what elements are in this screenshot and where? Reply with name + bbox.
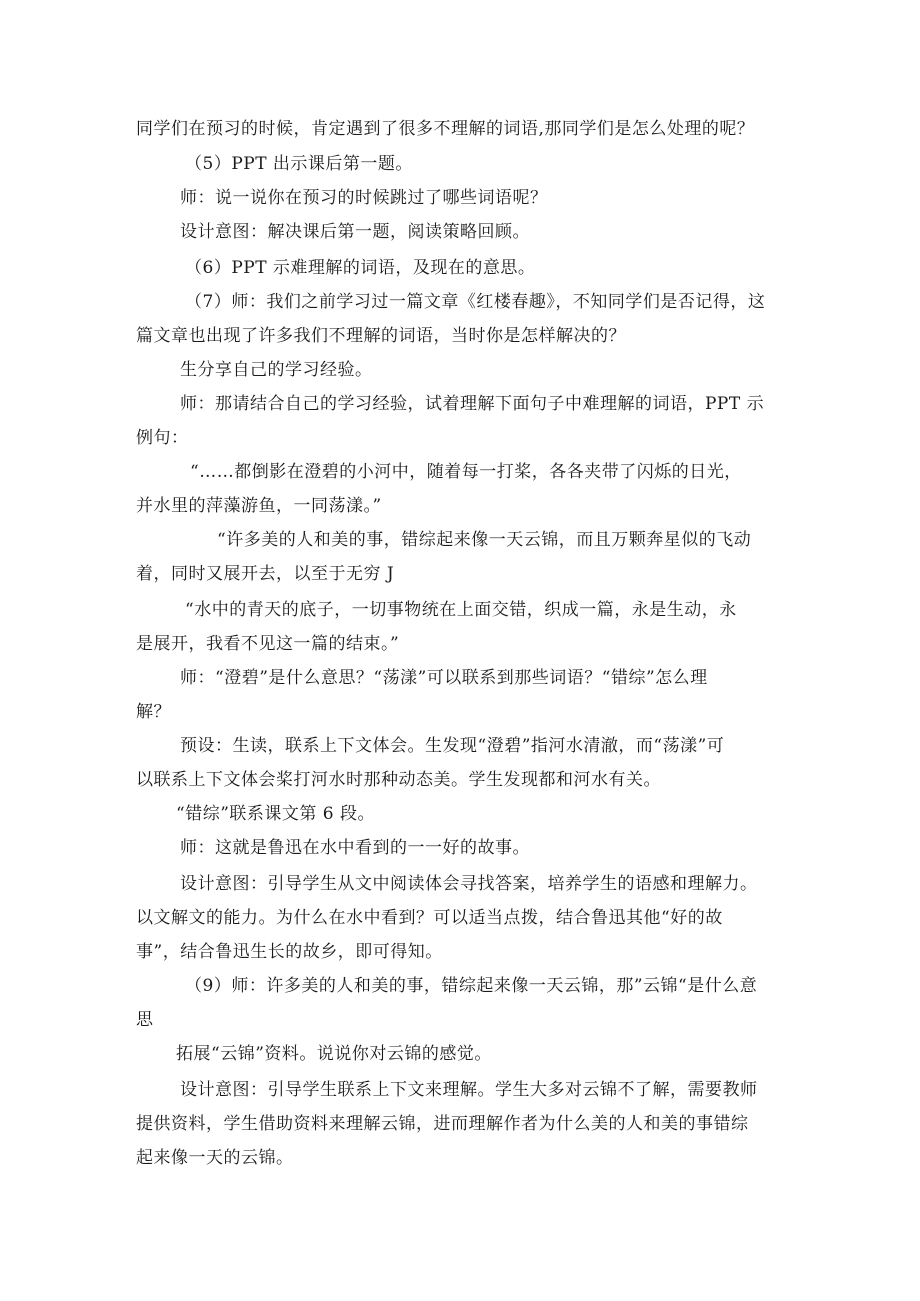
text-line: 预设：生读，联系上下文体会。生发现“澄碧”指河水清澈，而“荡漾”可 xyxy=(180,736,725,756)
text-line: （7）师：我们之前学习过一篇文章《红楼春趣》，不知同学们是否记得，这 xyxy=(185,292,766,312)
text-line: 师：“澄碧”是什么意思？“荡漾”可以联系到那些词语？“错综”怎么理 xyxy=(180,668,708,688)
text-line: 师：这就是鲁迅在水中看到的一一好的故事。 xyxy=(180,838,530,858)
text-line: 同学们在预习的时候，肯定遇到了很多不理解的词语,那同学们是怎么处理的呢？ xyxy=(136,119,755,139)
quote-line: 并水里的萍藻游鱼，一同荡漾。” xyxy=(136,496,382,516)
text-line: 拓展“云锦”资料。说说你对云锦的感觉。 xyxy=(176,1044,492,1064)
text-line: 篇文章也出现了许多我们不理解的词语，当时你是怎样解决的？ xyxy=(136,326,626,346)
text-line: 师：说一说你在预习的时候跳过了哪些词语呢？ xyxy=(180,188,548,208)
text-line: （5）PPT 出示课后第一题。 xyxy=(185,154,413,174)
text-line: 解？ xyxy=(136,702,171,722)
text-line: 生分享自己的学习经验。 xyxy=(180,360,373,380)
quote-line: “水中的青天的底子，一切事物统在上面交错，织成一篇，永是生动，永 xyxy=(185,600,737,620)
quote-line: 着，同时又展开去，以至于无穷 J xyxy=(136,564,395,584)
text-line: 例句： xyxy=(136,428,189,448)
quote-line: 是展开，我看不见这一篇的结束。” xyxy=(136,634,400,654)
text-line: （9）师：许多美的人和美的事，错综起来像一天云锦，那”云锦“是什么意 xyxy=(185,976,758,996)
text-line: 事”，结合鲁迅生长的故乡，即可得知。 xyxy=(136,942,443,962)
text-line: 师：那请结合自己的学习经验，试着理解下面句子中难理解的词语，PPT 示 xyxy=(180,394,765,414)
text-line: 设计意图：解决课后第一题，阅读策略回顾。 xyxy=(180,222,530,242)
text-line: 起来像一天的云锦。 xyxy=(136,1148,294,1168)
text-line: 提供资料，学生借助资料来理解云锦，进而理解作者为什么美的人和美的事错综 xyxy=(136,1114,749,1134)
text-line: （6）PPT 示难理解的词语，及现在的意思。 xyxy=(185,258,536,278)
text-line: “错综”联系课文第 6 段。 xyxy=(176,804,376,824)
quote-line: “许多美的人和美的事，错综起来像一天云锦，而且万颗奔星似的飞动 xyxy=(217,530,752,550)
text-line: 思 xyxy=(136,1010,154,1030)
text-line: 设计意图：引导学生联系上下文来理解。学生大多对云锦不了解，需要教师 xyxy=(180,1080,758,1100)
quote-line: “……都倒影在澄碧的小河中，随着每一打桨，各各夹带了闪烁的日光， xyxy=(190,462,742,482)
text-line: 以文解文的能力。为什么在水中看到？可以适当点拨，结合鲁迅其他“好的故 xyxy=(136,908,723,928)
text-line: 以联系上下文体会桨打河水时那种动态美。学生发现都和河水有关。 xyxy=(136,770,661,790)
text-line: 设计意图：引导学生从文中阅读体会寻找答案，培养学生的语感和理解力。 xyxy=(180,874,758,894)
